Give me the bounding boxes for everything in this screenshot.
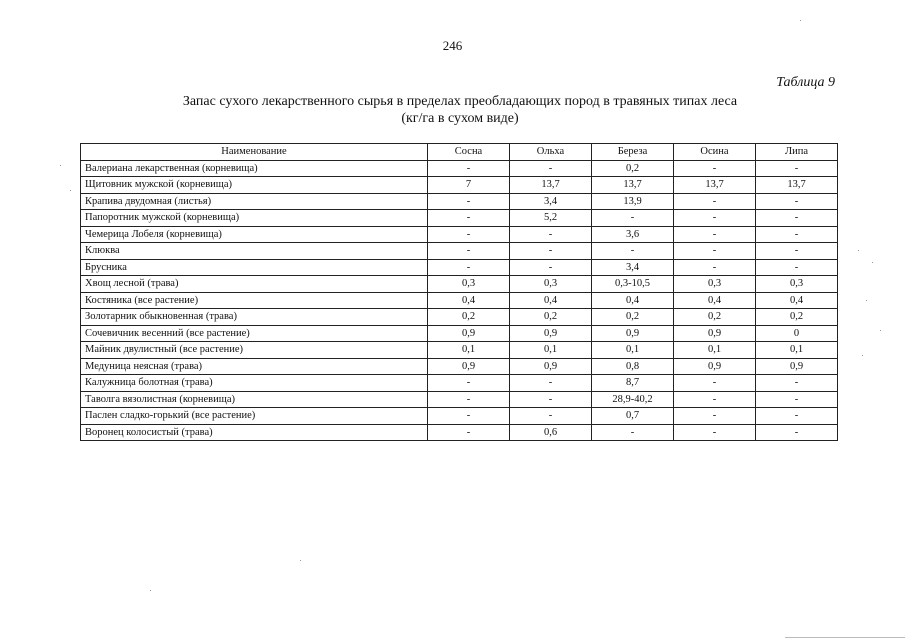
value-cell-pine: - [428,193,510,210]
value-cell-alder: - [510,408,592,425]
header-pine: Сосна [428,144,510,161]
value-cell-pine: - [428,243,510,260]
plant-name-cell: Медуница неясная (трава) [81,358,428,375]
header-name: Наименование [81,144,428,161]
value-cell-pine: - [428,424,510,441]
plant-name-cell: Щитовник мужской (корневища) [81,177,428,194]
value-cell-aspen: 0,3 [674,276,756,293]
value-cell-pine: - [428,226,510,243]
value-cell-pine: 0,3 [428,276,510,293]
value-cell-alder: - [510,226,592,243]
table-row [81,243,838,260]
value-cell-pine: 0,4 [428,292,510,309]
reserve-table [80,143,838,441]
plant-name-cell: Брусника [81,259,428,276]
value-cell-pine: 0,1 [428,342,510,359]
plant-name-cell: Клюква [81,243,428,260]
value-cell-birch: - [592,424,674,441]
scan-edge-line [785,637,905,638]
scan-speck [150,590,151,591]
plant-name-cell: Костяника (все растение) [81,292,428,309]
table-row [81,259,838,276]
table-header-row [81,144,838,161]
value-cell-alder: - [510,243,592,260]
value-cell-pine: 0,9 [428,325,510,342]
value-cell-pine: - [428,375,510,392]
table-row [81,210,838,227]
value-cell-birch: 13,7 [592,177,674,194]
value-cell-linden: - [756,424,838,441]
scan-speck [880,330,881,331]
value-cell-aspen: - [674,375,756,392]
value-cell-aspen: 0,1 [674,342,756,359]
scan-speck [300,560,301,561]
scan-speck [866,300,867,301]
value-cell-pine: - [428,259,510,276]
plant-name-cell: Таволга вязолистная (корневища) [81,391,428,408]
value-cell-aspen: - [674,160,756,177]
value-cell-aspen: - [674,243,756,260]
plant-name-cell: Сочевичник весенний (все растение) [81,325,428,342]
scan-speck [858,250,859,251]
value-cell-linden: - [756,193,838,210]
table-title-line2: (кг/га в сухом виде) [401,111,519,126]
table-row [81,177,838,194]
value-cell-linden: - [756,259,838,276]
plant-name-cell: Валериана лекарственная (корневища) [81,160,428,177]
value-cell-linden: - [756,210,838,227]
table-row [81,309,838,326]
plant-name-cell: Воронец колосистый (трава) [81,424,428,441]
plant-name-cell: Золотарник обыкновенная (трава) [81,309,428,326]
value-cell-aspen: 0,9 [674,358,756,375]
scan-speck [862,355,863,356]
value-cell-birch: 3,6 [592,226,674,243]
value-cell-aspen: - [674,193,756,210]
header-aspen: Осина [674,144,756,161]
plant-name-cell: Папоротник мужской (корневища) [81,210,428,227]
value-cell-aspen: 0,2 [674,309,756,326]
value-cell-linden: 0,3 [756,276,838,293]
value-cell-pine: 0,9 [428,358,510,375]
table-row [81,325,838,342]
value-cell-aspen: - [674,408,756,425]
value-cell-pine: 7 [428,177,510,194]
value-cell-pine: - [428,408,510,425]
value-cell-birch: 8,7 [592,375,674,392]
value-cell-birch: 0,9 [592,325,674,342]
table-row [81,193,838,210]
table-row [81,292,838,309]
value-cell-alder: 0,9 [510,325,592,342]
value-cell-birch: 0,1 [592,342,674,359]
plant-name-cell: Чемерица Лобеля (корневища) [81,226,428,243]
value-cell-alder: - [510,160,592,177]
value-cell-aspen: 0,4 [674,292,756,309]
table-label: Таблица 9 [776,75,835,90]
table-row [81,408,838,425]
header-alder: Ольха [510,144,592,161]
value-cell-alder: 13,7 [510,177,592,194]
value-cell-birch: 0,2 [592,309,674,326]
value-cell-birch: 0,8 [592,358,674,375]
value-cell-pine: 0,2 [428,309,510,326]
value-cell-linden: - [756,226,838,243]
value-cell-aspen: 0,9 [674,325,756,342]
value-cell-birch: 0,7 [592,408,674,425]
value-cell-aspen: - [674,226,756,243]
scan-speck [800,20,801,21]
header-birch: Береза [592,144,674,161]
page-number: 246 [442,38,463,53]
value-cell-linden: 0,4 [756,292,838,309]
value-cell-aspen: - [674,424,756,441]
table-title [140,93,780,127]
value-cell-linden: - [756,408,838,425]
table-row [81,358,838,375]
value-cell-linden: - [756,243,838,260]
plant-name-cell: Майник двулистный (все растение) [81,342,428,359]
value-cell-birch: 13,9 [592,193,674,210]
value-cell-linden: 0,1 [756,342,838,359]
value-cell-pine: - [428,210,510,227]
value-cell-birch: - [592,243,674,260]
value-cell-alder: 0,4 [510,292,592,309]
value-cell-linden: 0,2 [756,309,838,326]
value-cell-birch: 3,4 [592,259,674,276]
plant-name-cell: Паслен сладко-горький (все растение) [81,408,428,425]
table-row [81,342,838,359]
value-cell-birch: 0,4 [592,292,674,309]
plant-name-cell: Калужница болотная (трава) [81,375,428,392]
value-cell-alder: 0,6 [510,424,592,441]
value-cell-aspen: 13,7 [674,177,756,194]
plant-name-cell: Хвощ лесной (трава) [81,276,428,293]
value-cell-linden: - [756,375,838,392]
value-cell-pine: - [428,391,510,408]
table-row [81,276,838,293]
value-cell-alder: - [510,391,592,408]
scan-speck [70,190,71,191]
value-cell-linden: 0 [756,325,838,342]
table-row [81,424,838,441]
table-row [81,375,838,392]
value-cell-birch: - [592,210,674,227]
table-body [81,160,838,441]
scan-speck [872,262,873,263]
value-cell-linden: - [756,391,838,408]
value-cell-pine: - [428,160,510,177]
value-cell-linden: 13,7 [756,177,838,194]
table-row [81,160,838,177]
value-cell-alder: 0,3 [510,276,592,293]
value-cell-alder: 0,1 [510,342,592,359]
value-cell-aspen: - [674,259,756,276]
value-cell-birch: 0,3-10,5 [592,276,674,293]
value-cell-aspen: - [674,391,756,408]
header-linden: Липа [756,144,838,161]
value-cell-linden: 0,9 [756,358,838,375]
value-cell-alder: 5,2 [510,210,592,227]
scan-speck [60,165,61,166]
value-cell-birch: 0,2 [592,160,674,177]
value-cell-alder: 3,4 [510,193,592,210]
plant-name-cell: Крапива двудомная (листья) [81,193,428,210]
table-row [81,226,838,243]
table-title-line1: Запас сухого лекарственного сырья в пределах преобладающих пород в травяных типах леса [182,94,738,109]
value-cell-alder: 0,2 [510,309,592,326]
value-cell-birch: 28,9-40,2 [592,391,674,408]
table-row [81,391,838,408]
value-cell-alder: - [510,375,592,392]
value-cell-alder: 0,9 [510,358,592,375]
value-cell-aspen: - [674,210,756,227]
value-cell-alder: - [510,259,592,276]
value-cell-linden: - [756,160,838,177]
